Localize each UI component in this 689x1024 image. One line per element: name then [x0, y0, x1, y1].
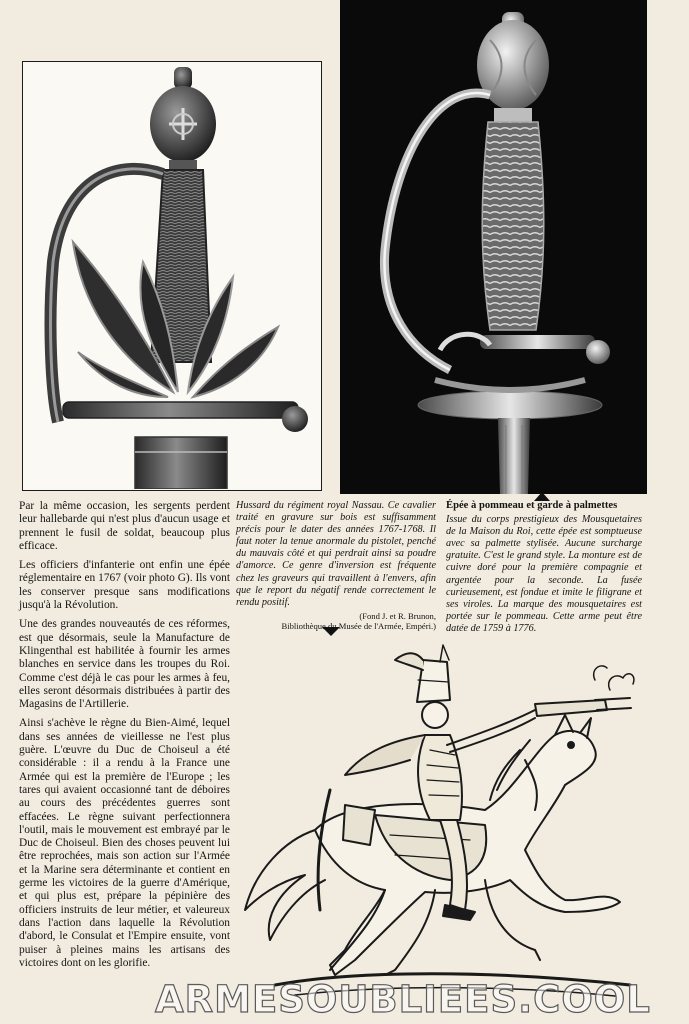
left-paragraph-4: Ainsi s'achève le règne du Bien-Aimé, lequel dans ses années de vieillesse ne l'est plus guère. L'œuvre du Duc de Choiseul a été considérable : il a rendu à la France une Armée qui est la première de l'Europe ; les tares qui avaient occasionné tant de déboires au cours des précédentes guerres sont effacées. Le règne suivant perfectionnera l'outil, mais le mouvement est embrayé par le Duc de Choiseul. Bien des choses peuvent lui être reprochées, mais son action sur l'Armée et la Marine sera déterminante et contient en germe les victoires de la guerre d'Amérique, et qui plus est, prépare la pépinière des officiers instruits de leur métier, et valeureux dans l'action dans laquelle la Révolution d'abord, le Consulat et l'Empire ensuite, vont puiser à pleines mains les artisans des victoires dont on les glorifie. [19, 717, 230, 969]
hussar-on-horseback-illustration [235, 640, 639, 1005]
image-credit-line-1: (Fond J. et R. Brunon, [359, 610, 436, 621]
hussar-caption: Hussard du régiment royal Nassau. Ce cavalier traité en gravure sur bois est suffisamment précis pour le dater des années 1767-1768. Il faut noter la tenue anormale du pistolet, penché du mauvais côté et qui perdrait ainsi sa poudre d'amorce. Ce genre d'inversion est fréquente chez les graveurs qui travaillent à l'envers, afin que le report du négatif rende correctement le rendu positif. [236, 500, 436, 608]
image-credit-line-2: Bibliothèque du Musée de l'Armée, Empéri.) [281, 621, 436, 632]
left-photo [22, 61, 322, 491]
right-photo [340, 0, 647, 494]
caption-pointer-up-icon [534, 492, 550, 501]
sword-caption-heading: Épée à pommeau et garde à palmettes [446, 500, 618, 511]
sword-hilt-palmette-illustration [23, 62, 320, 489]
caption-pointer-down-icon [322, 627, 340, 636]
left-text-column [19, 500, 230, 976]
sword-hilt-dark-illustration [340, 0, 647, 494]
sword-caption-column [446, 500, 642, 635]
sword-caption: Issue du corps prestigieux des Mousquetaires de la Maison du Roi, cette épée est somptueuse avec sa palmette stylisée. Aucune surcharge gratuite. C'est le grand style. La monture est de cuivre doré pour la première compagnie et argentée pour la seconde. La fusée curieusement, est fondue et imite le filigrane et ses viroles. La marque des mousquetaires est portée sur le pommeau. Cette arme peut être datée de 1759 à 1776. [446, 514, 642, 634]
left-paragraph-2: Les officiers d'infanterie ont enfin une épée réglementaire en 1767 (voir photo G). Ils vont les conserver presque sans modifications jusqu'à la Révolution. [19, 559, 230, 612]
hussar-caption-column [236, 500, 436, 632]
hussar-engraving [235, 640, 639, 1005]
site-watermark: ARMESOUBLIEES.COOL [155, 978, 651, 1021]
left-paragraph-1: Par la même occasion, les sergents perdent leur hallebarde qui n'est plus d'aucun usage et prennent le fusil de soldat, beaucoup plus efficace. [19, 500, 230, 552]
left-paragraph-3: Une des grandes nouveautés de ces réformes, est que désormais, seule la Manufacture de Klingenthal est habilitée à fournir les armes blanches en service dans les troupes du Roi. Comme c'est déjà le cas pour les armes à feu, elles seront désormais distribuées à partir des Magasins de l'Artillerie. [19, 618, 230, 711]
